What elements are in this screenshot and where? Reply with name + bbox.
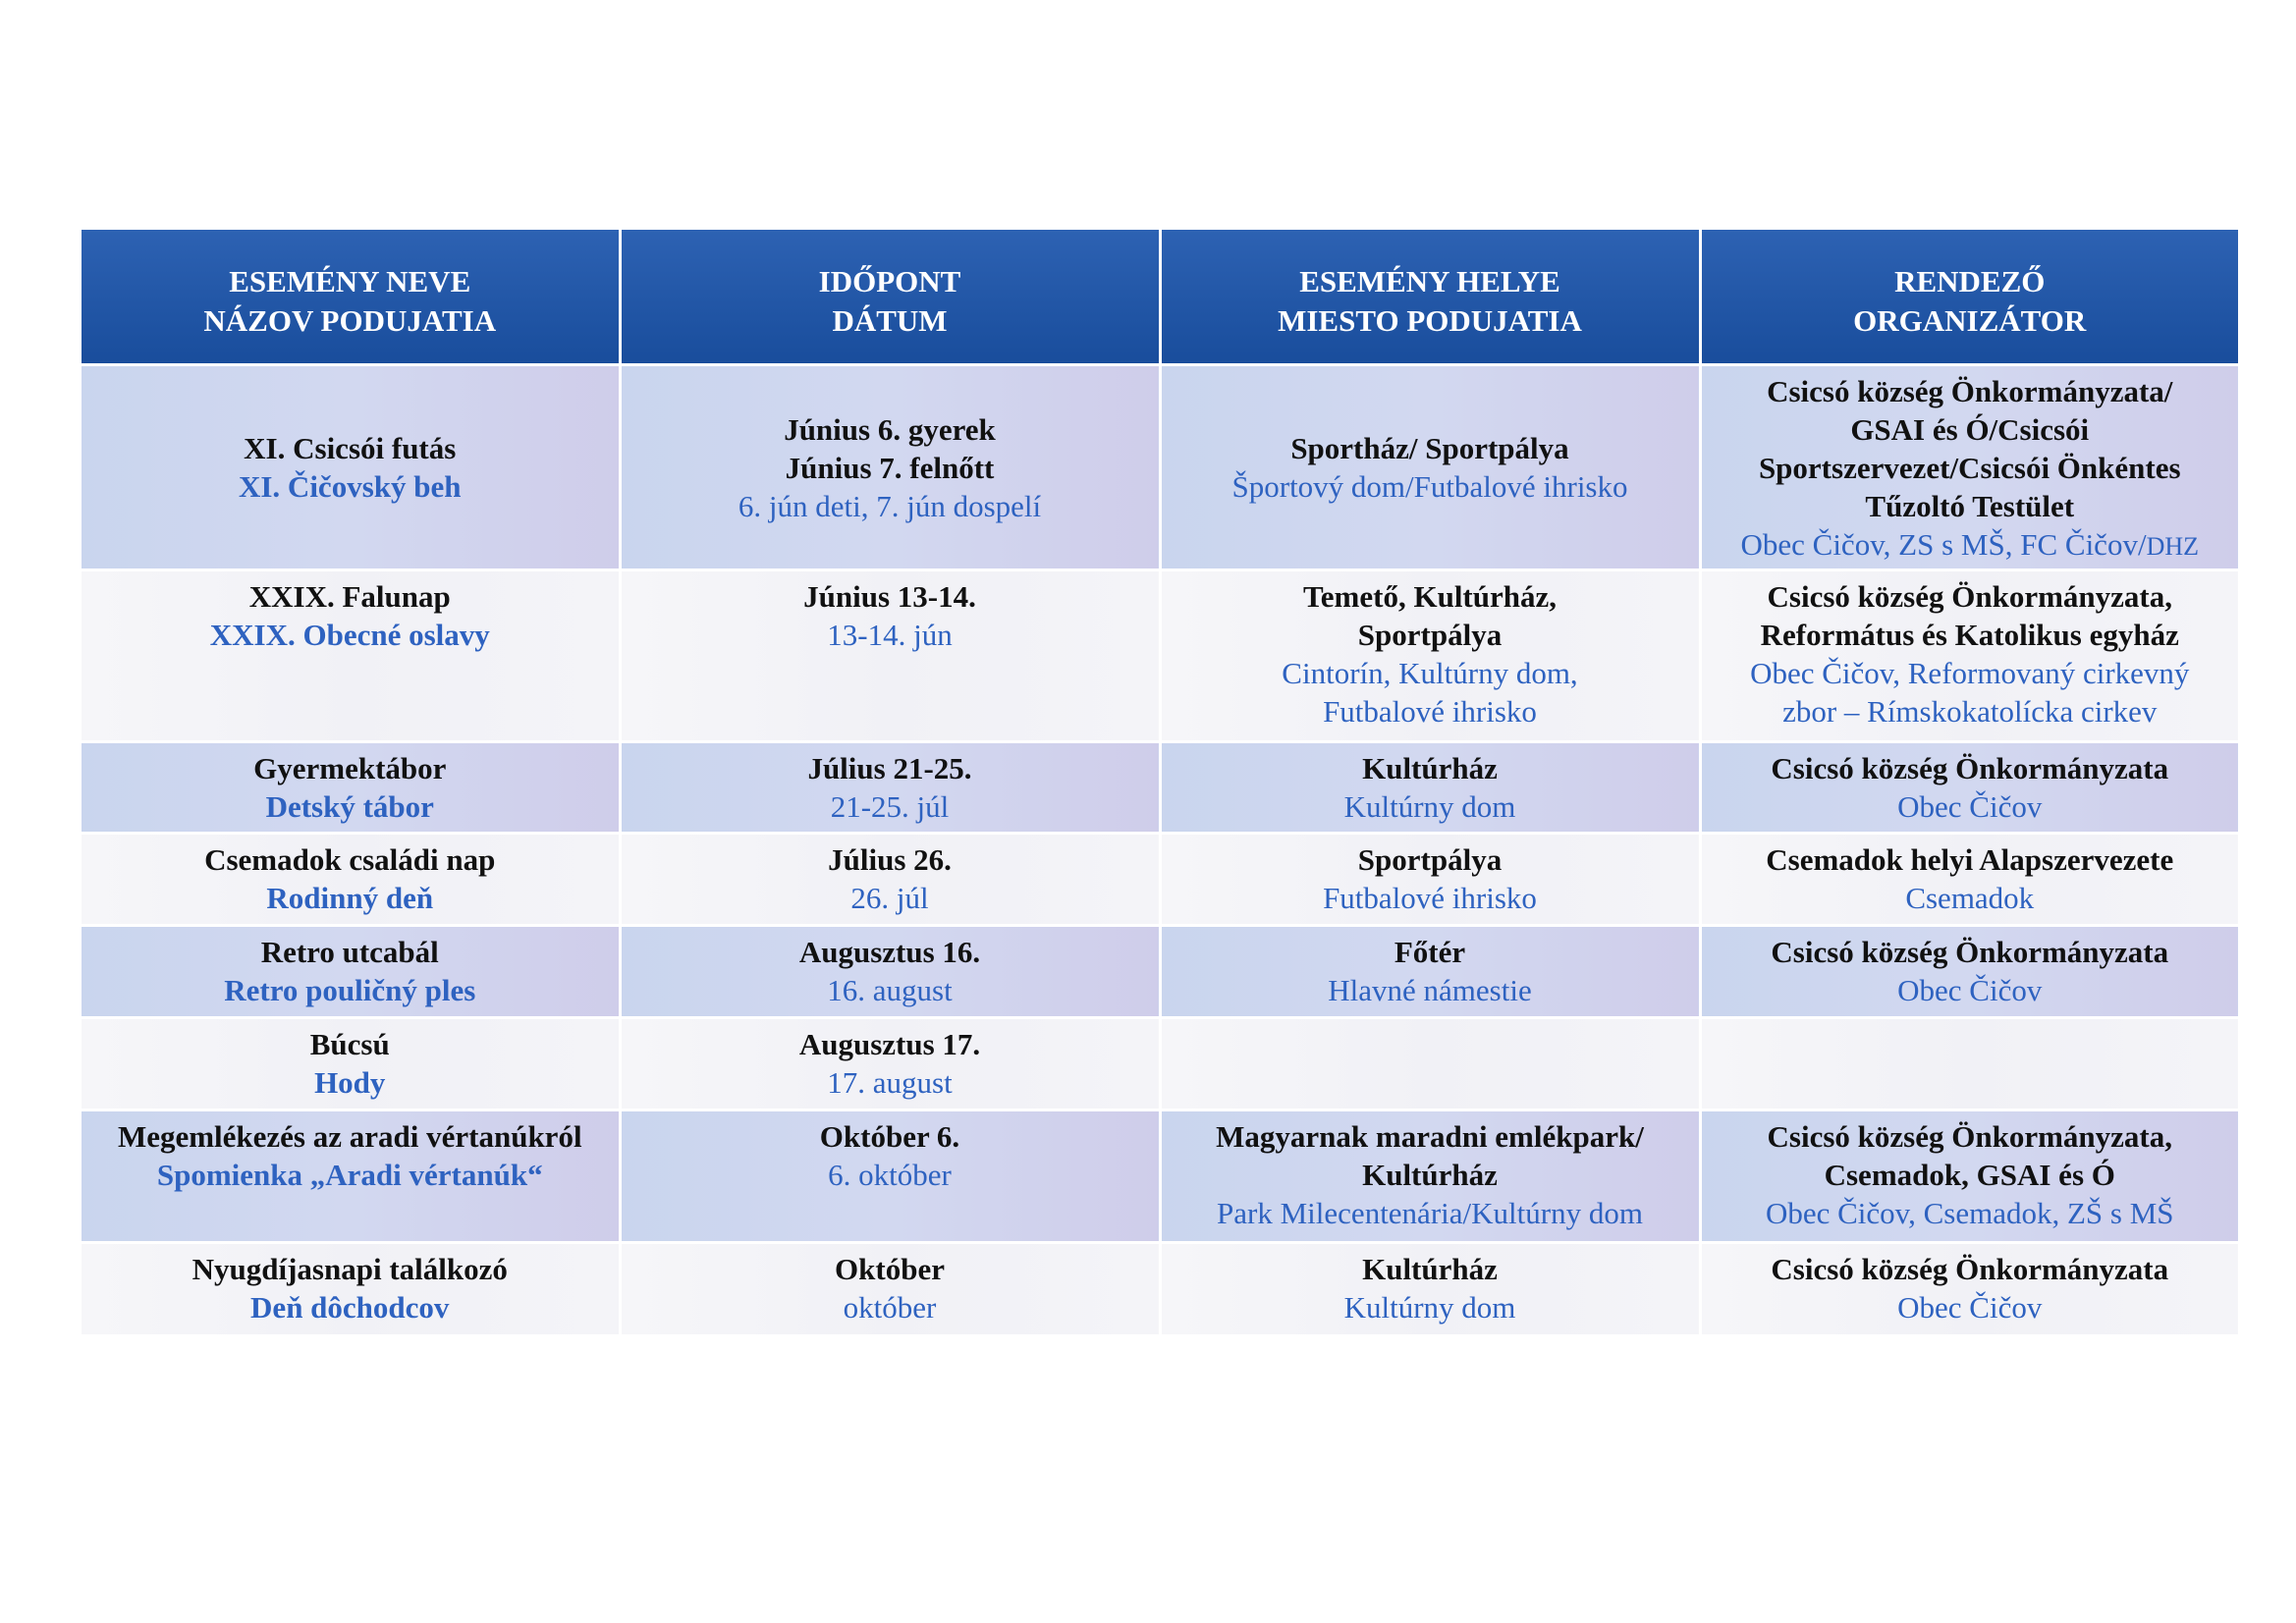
cell-organizer	[1700, 1110, 2238, 1243]
place-hu: Főtér	[1394, 935, 1466, 969]
header-organizer	[1700, 230, 2238, 365]
header-event-name	[82, 230, 620, 365]
event-name-sk: Spomienka „Aradi vértanúk“	[156, 1158, 543, 1192]
header-date	[620, 230, 1160, 365]
table-row	[82, 365, 2238, 570]
organizer-hu: GSAI és Ó/Csicsói	[1850, 412, 2090, 447]
date-hu: Június 6. gyerek	[784, 411, 996, 447]
cell-date	[620, 834, 1160, 926]
date-sk: 17. august	[827, 1065, 953, 1100]
organizer-sk: Obec Čičov	[1897, 973, 2043, 1007]
place-sk: Športový dom/Futbalové ihrisko	[1231, 469, 1628, 504]
cell-event-name	[82, 834, 620, 926]
cell-place	[1160, 1110, 1700, 1243]
header-label-sk: NÁZOV PODUJATIA	[203, 303, 497, 338]
cell-event-name	[82, 1243, 620, 1336]
event-name-hu: Nyugdíjasnapi találkozó	[191, 1252, 508, 1286]
cell-place	[1160, 742, 1700, 834]
organizer-hu: Sportszervezet/Csicsói Önkéntes	[1758, 451, 2181, 485]
event-name-hu: XXIX. Falunap	[248, 579, 451, 614]
organizer-hu: Csicsó község Önkormányzata	[1771, 935, 2169, 969]
organizer-sk: Obec Čičov	[1897, 1290, 2043, 1325]
place-hu: Magyarnak maradni emlékpark/	[1216, 1119, 1644, 1154]
place-hu: Kultúrház	[1362, 1158, 1498, 1192]
place-hu: Sportház/ Sportpálya	[1290, 431, 1569, 465]
cell-organizer	[1700, 1243, 2238, 1336]
date-sk: 21-25. júl	[830, 789, 950, 824]
cell-date	[620, 926, 1160, 1018]
event-name-sk: Retro pouličný ples	[224, 973, 476, 1007]
organizer-sk: Obec Čičov, Reformovaný cirkevný	[1750, 656, 2190, 690]
header-label-hu: ESEMÉNY HELYE	[1299, 264, 1560, 298]
cell-date	[620, 742, 1160, 834]
table-row	[82, 1018, 2238, 1110]
organizer-sk: Obec Čičov, Csemadok, ZŠ s MŠ	[1765, 1196, 2174, 1230]
cell-organizer	[1700, 1018, 2238, 1110]
date-sk: 26. júl	[850, 881, 929, 915]
cell-place	[1160, 926, 1700, 1018]
event-name-hu: Búcsú	[309, 1027, 390, 1061]
date-hu: Június 7. felnőtt	[785, 450, 995, 485]
event-name-sk: Hody	[314, 1065, 386, 1100]
organizer-hu: Tűzoltó Testület	[1865, 489, 2075, 523]
date-hu: Június 13-14.	[803, 579, 976, 614]
event-name-hu: Megemlékezés az aradi vértanúkról	[117, 1119, 582, 1154]
event-name-sk: Rodinný deň	[266, 881, 434, 915]
organizer-hu: Csicsó község Önkormányzata,	[1767, 579, 2172, 614]
cell-organizer	[1700, 834, 2238, 926]
cell-place	[1160, 1018, 1700, 1110]
cell-organizer	[1700, 742, 2238, 834]
header-place	[1160, 230, 1700, 365]
cell-place	[1160, 834, 1700, 926]
table-row	[82, 926, 2238, 1018]
header-label-sk: ORGANIZÁTOR	[1853, 303, 2087, 338]
organizer-hu: Csicsó község Önkormányzata/	[1767, 374, 2173, 408]
event-name-hu: Csemadok családi nap	[204, 842, 496, 877]
header-label-hu: IDŐPONT	[818, 264, 961, 298]
table-row	[82, 1243, 2238, 1336]
organizer-hu: Csicsó község Önkormányzata	[1771, 751, 2169, 785]
date-hu: Augusztus 17.	[798, 1027, 981, 1061]
date-hu: Augusztus 16.	[798, 935, 981, 969]
cell-event-name	[82, 365, 620, 570]
event-name-hu: Retro utcabál	[260, 935, 439, 969]
place-hu: Kultúrház	[1362, 751, 1498, 785]
cell-date	[620, 1018, 1160, 1110]
table-row	[82, 834, 2238, 926]
cell-organizer	[1700, 926, 2238, 1018]
header-label-hu: RENDEZŐ	[1894, 264, 2046, 298]
cell-organizer	[1700, 365, 2238, 570]
organizer-hu: Csicsó község Önkormányzata	[1771, 1252, 2169, 1286]
place-sk: Park Milecentenária/Kultúrny dom	[1217, 1196, 1643, 1230]
organizer-sk	[1706, 525, 2235, 566]
place-sk: Cintorín, Kultúrny dom,	[1282, 656, 1578, 690]
cell-organizer	[1700, 570, 2238, 742]
date-sk: 6. jún deti, 7. jún dospelí	[738, 488, 1042, 523]
cell-place	[1160, 570, 1700, 742]
header-label-sk: DÁTUM	[832, 303, 948, 338]
table-row	[82, 1110, 2238, 1243]
place-sk: Kultúrny dom	[1343, 1290, 1516, 1325]
organizer-sk: zbor – Rímskokatolícka cirkev	[1782, 694, 2158, 729]
cell-event-name	[82, 926, 620, 1018]
cell-event-name	[82, 1018, 620, 1110]
place-sk: Kultúrny dom	[1343, 789, 1516, 824]
cell-place	[1160, 365, 1700, 570]
date-hu: Július 21-25.	[807, 751, 972, 785]
date-hu: Július 26.	[828, 842, 952, 877]
header-label-hu: ESEMÉNY NEVE	[229, 264, 471, 298]
place-sk: Hlavné námestie	[1328, 973, 1532, 1007]
events-table	[82, 230, 2238, 1337]
event-name-sk: XXIX. Obecné oslavy	[209, 618, 490, 652]
place-sk: Futbalové ihrisko	[1323, 881, 1537, 915]
date-sk: október	[843, 1290, 937, 1325]
place-hu: Kultúrház	[1362, 1252, 1498, 1286]
place-hu: Sportpálya	[1357, 618, 1503, 652]
organizer-sk: Obec Čičov	[1897, 789, 2043, 824]
organizer-sk: Csemadok	[1905, 881, 2035, 915]
table-header-row	[82, 230, 2238, 365]
organizer-sk-part: Obec Čičov, ZS s MŠ, FC Čičov/	[1740, 527, 2147, 562]
event-name-sk: Deň dôchodcov	[250, 1290, 450, 1325]
date-hu: Október	[835, 1252, 945, 1286]
organizer-sk-part: DHZ	[2146, 532, 2199, 561]
cell-date	[620, 1243, 1160, 1336]
place-sk: Futbalové ihrisko	[1323, 694, 1537, 729]
event-name-hu: Gyermektábor	[253, 751, 447, 785]
cell-date	[620, 1110, 1160, 1243]
header-label-sk: MIESTO PODUJATIA	[1278, 303, 1582, 338]
date-sk: 6. október	[828, 1158, 952, 1192]
date-sk: 13-14. jún	[827, 618, 953, 652]
place-hu: Temető, Kultúrház,	[1302, 579, 1558, 614]
organizer-hu: Csicsó község Önkormányzata,	[1767, 1119, 2172, 1154]
date-hu: Október 6.	[819, 1119, 960, 1154]
cell-event-name	[82, 570, 620, 742]
event-name-sk: XI. Čičovský beh	[238, 469, 462, 504]
cell-place	[1160, 1243, 1700, 1336]
cell-date	[620, 570, 1160, 742]
event-name-hu: XI. Csicsói futás	[244, 431, 457, 465]
cell-event-name	[82, 742, 620, 834]
table-row	[82, 570, 2238, 742]
event-name-sk: Detský tábor	[265, 789, 434, 824]
table-row	[82, 742, 2238, 834]
date-sk: 16. august	[827, 973, 953, 1007]
organizer-hu: Csemadok, GSAI és Ó	[1824, 1158, 2115, 1192]
organizer-hu: Református és Katolikus egyház	[1760, 618, 2179, 652]
organizer-hu: Csemadok helyi Alapszervezete	[1766, 842, 2174, 877]
place-hu: Sportpálya	[1357, 842, 1503, 877]
cell-date	[620, 365, 1160, 570]
cell-event-name	[82, 1110, 620, 1243]
